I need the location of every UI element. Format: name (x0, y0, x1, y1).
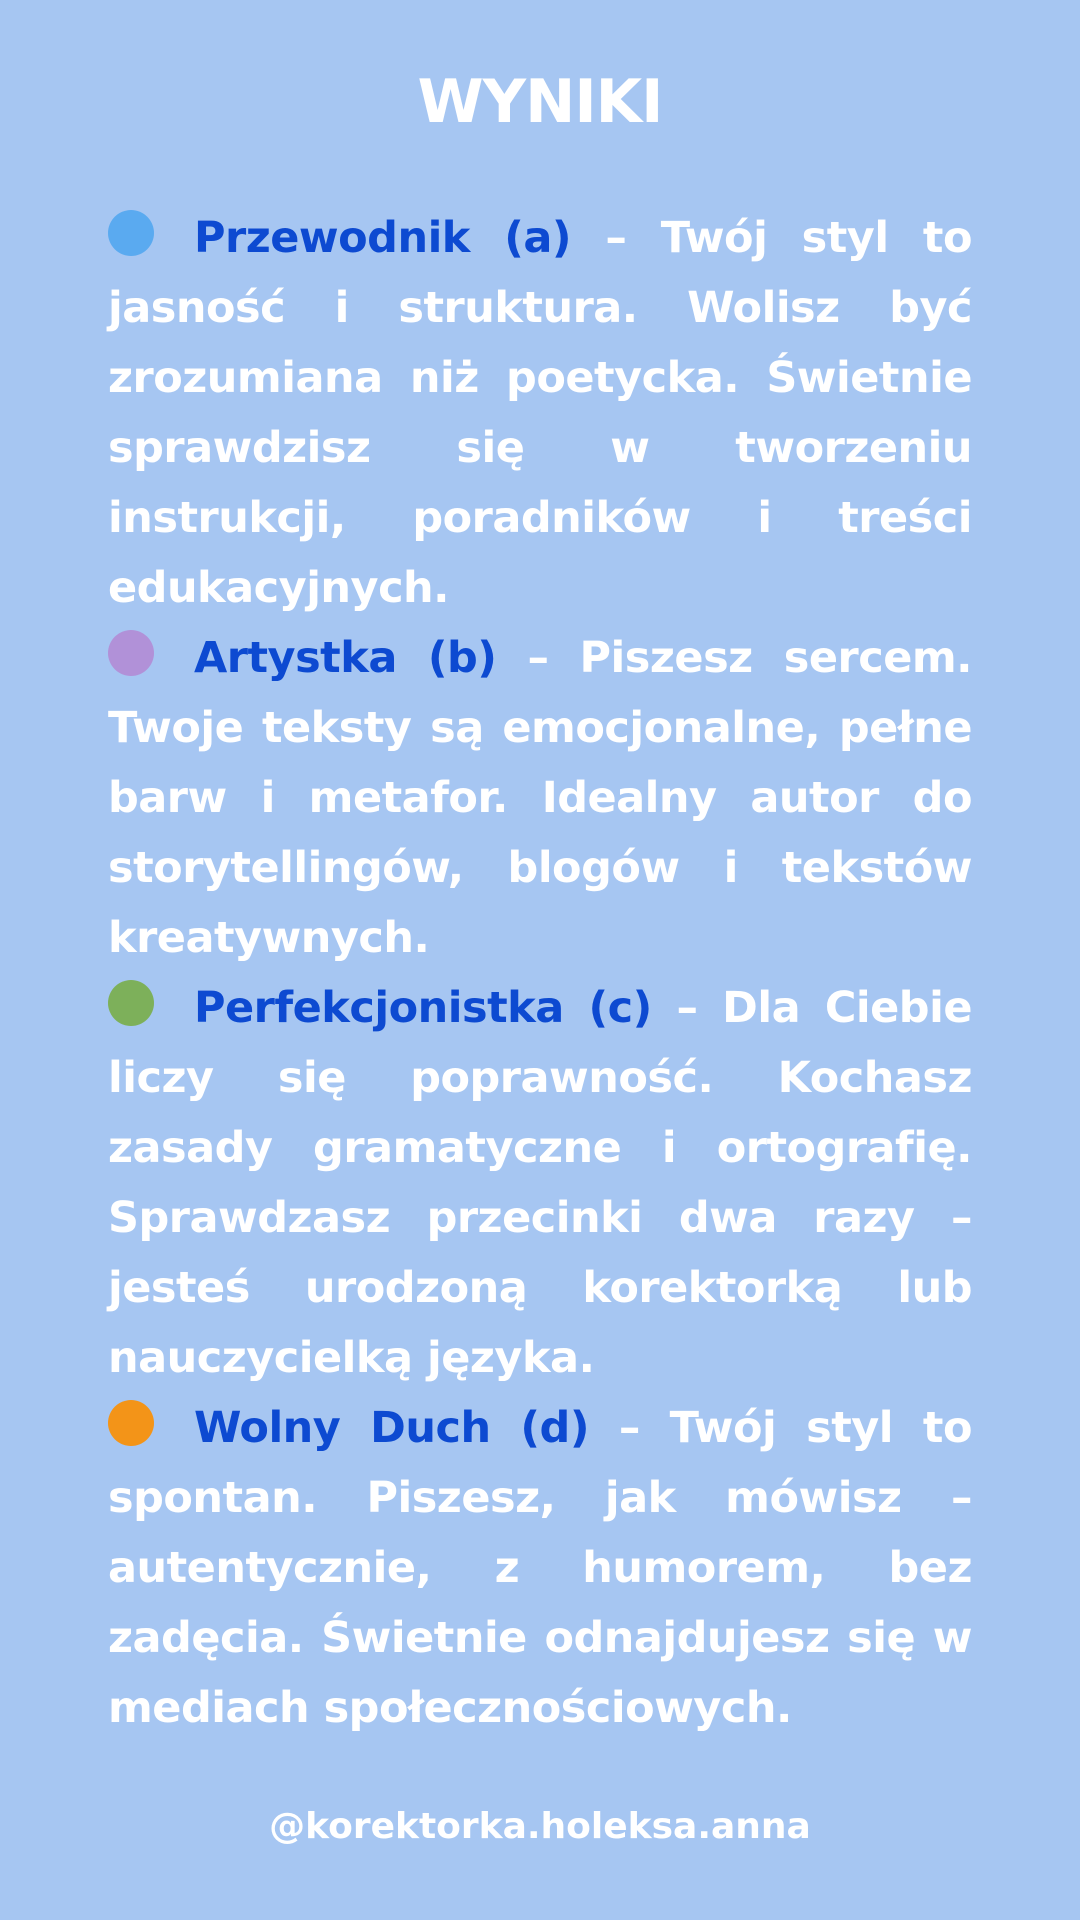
result-name: Wolny Duch (d) (194, 1403, 589, 1453)
orange-dot-icon (108, 1400, 154, 1446)
page-title: WYNIKI (417, 67, 663, 137)
result-name: Artystka (b) (194, 633, 497, 683)
result-description: – Dla Ciebie liczy się poprawność. Kochasz zasady gramatyczne i ortografię. Sprawdzasz przecinki dwa razy – jesteś urodzoną korektorką lub nauczycielką języka. (108, 983, 972, 1383)
result-item-artist (108, 623, 972, 973)
green-dot-icon (108, 980, 154, 1026)
result-item-free-spirit (108, 1393, 972, 1743)
purple-dot-icon (108, 630, 154, 676)
result-description: – Piszesz sercem. Twoje teksty są emocjonalne, pełne barw i metafor. Idealny autor do storytellingów, blogów i tekstów kreatywnych. (108, 633, 972, 963)
results-list (108, 203, 972, 1743)
result-name: Przewodnik (a) (194, 213, 572, 263)
result-name: Perfekcjonistka (c) (194, 983, 652, 1033)
blue-dot-icon (108, 210, 154, 256)
result-description: – Twój styl to spontan. Piszesz, jak mówisz – autentycznie, z humorem, bez zadęcia. Świetnie odnajdujesz się w mediach społecznościowych. (108, 1403, 972, 1733)
result-description: – Twój styl to jasność i struktura. Wolisz być zrozumiana niż poetycka. Świetnie sprawdzisz się w tworzeniu instrukcji, poradników i treści edukacyjnych. (108, 213, 972, 613)
result-item-perfectionist (108, 973, 972, 1393)
result-item-guide (108, 203, 972, 623)
author-handle: @korektorka.holeksa.anna (269, 1806, 811, 1847)
